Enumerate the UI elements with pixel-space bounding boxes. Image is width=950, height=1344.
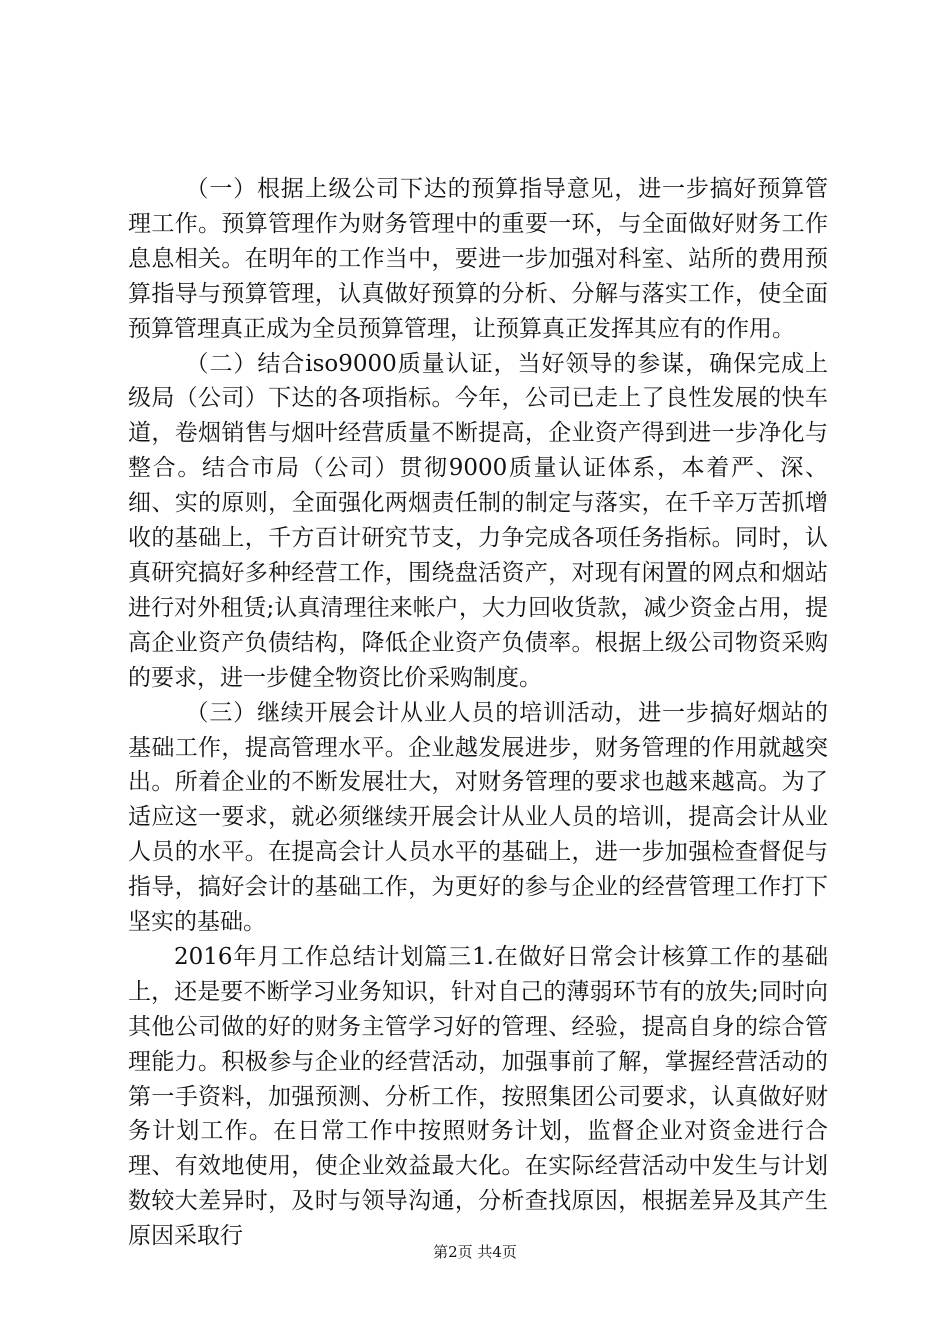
paragraph-accountant-training: （三）继续开展会计从业人员的培训活动，进一步搞好烟站的基础工作，提高管理水平。企业越发展进步，财务管理的作用就越突出。所着企业的不断发展壮大，对财务管理的要求也越来越高。为了适应这一要求，就必须继续开展会计从业人员的培训，提高会计从业人员的水平。在提高会计人员水平的基础上，进一步加强检查督促与指导，搞好会计的基础工作，为更好的参与企业的经营管理工作打下坚实的基础。: [128, 699, 828, 936]
paragraph-work-plan-part-three: 2016年月工作总结计划篇三1.在做好日常会计核算工作的基础上，还是要不断学习业务知识，针对自己的薄弱环节有的放失;同时向其他公司做的好的财务主管学习好的管理、经验，提高自身的综合管理能力。积极参与企业的经营活动，加强事前了解，掌握经营活动的第一手资料，加强预测、分析工作，按照集团公司要求，认真做好财务计划工作。在日常工作中按照财务计划，监督企业对资金进行合理、有效地使用，使企业效益最大化。在实际经营活动中发生与计划数较大差异时，及时与领导沟通，分析查找原因，根据差异及其产生原因采取行: [128, 943, 828, 1250]
page-number-footer: 第2页 共4页: [433, 1243, 517, 1261]
paragraph-budget-management: （一）根据上级公司下达的预算指导意见，进一步搞好预算管理工作。预算管理作为财务管理中的重要一环，与全面做好财务工作息息相关。在明年的工作当中，要进一步加强对科室、站所的费用预算指导与预算管理，认真做好预算的分析、分解与落实工作，使全面预算管理真正成为全员预算管理，让预算真正发挥其应有的作用。: [128, 176, 828, 342]
paragraph-iso9000-certification: （二）结合iso9000质量认证，当好领导的参谋，确保完成上级局（公司）下达的各项指标。今年，公司已走上了良性发展的快车道，卷烟销售与烟叶经营质量不断提高，企业资产得到进一步净化与整合。结合市局（公司）贯彻9000质量认证体系，本着严、深、细、实的原则，全面强化两烟责任制的制定与落实，在千辛万苦抓增收的基础上，千方百计研究节支，力争完成各项任务指标。同时，认真研究搞好多种经营工作，围绕盘活资产，对现有闲置的网点和烟站进行对外租赁;认真清理往来帐户，大力回收货款，减少资金占用，提高企业资产负债结构，降低企业资产负债率。根据上级公司物资采购的要求，进一步健全物资比价采购制度。: [128, 350, 828, 691]
document-body: [128, 172, 828, 1254]
